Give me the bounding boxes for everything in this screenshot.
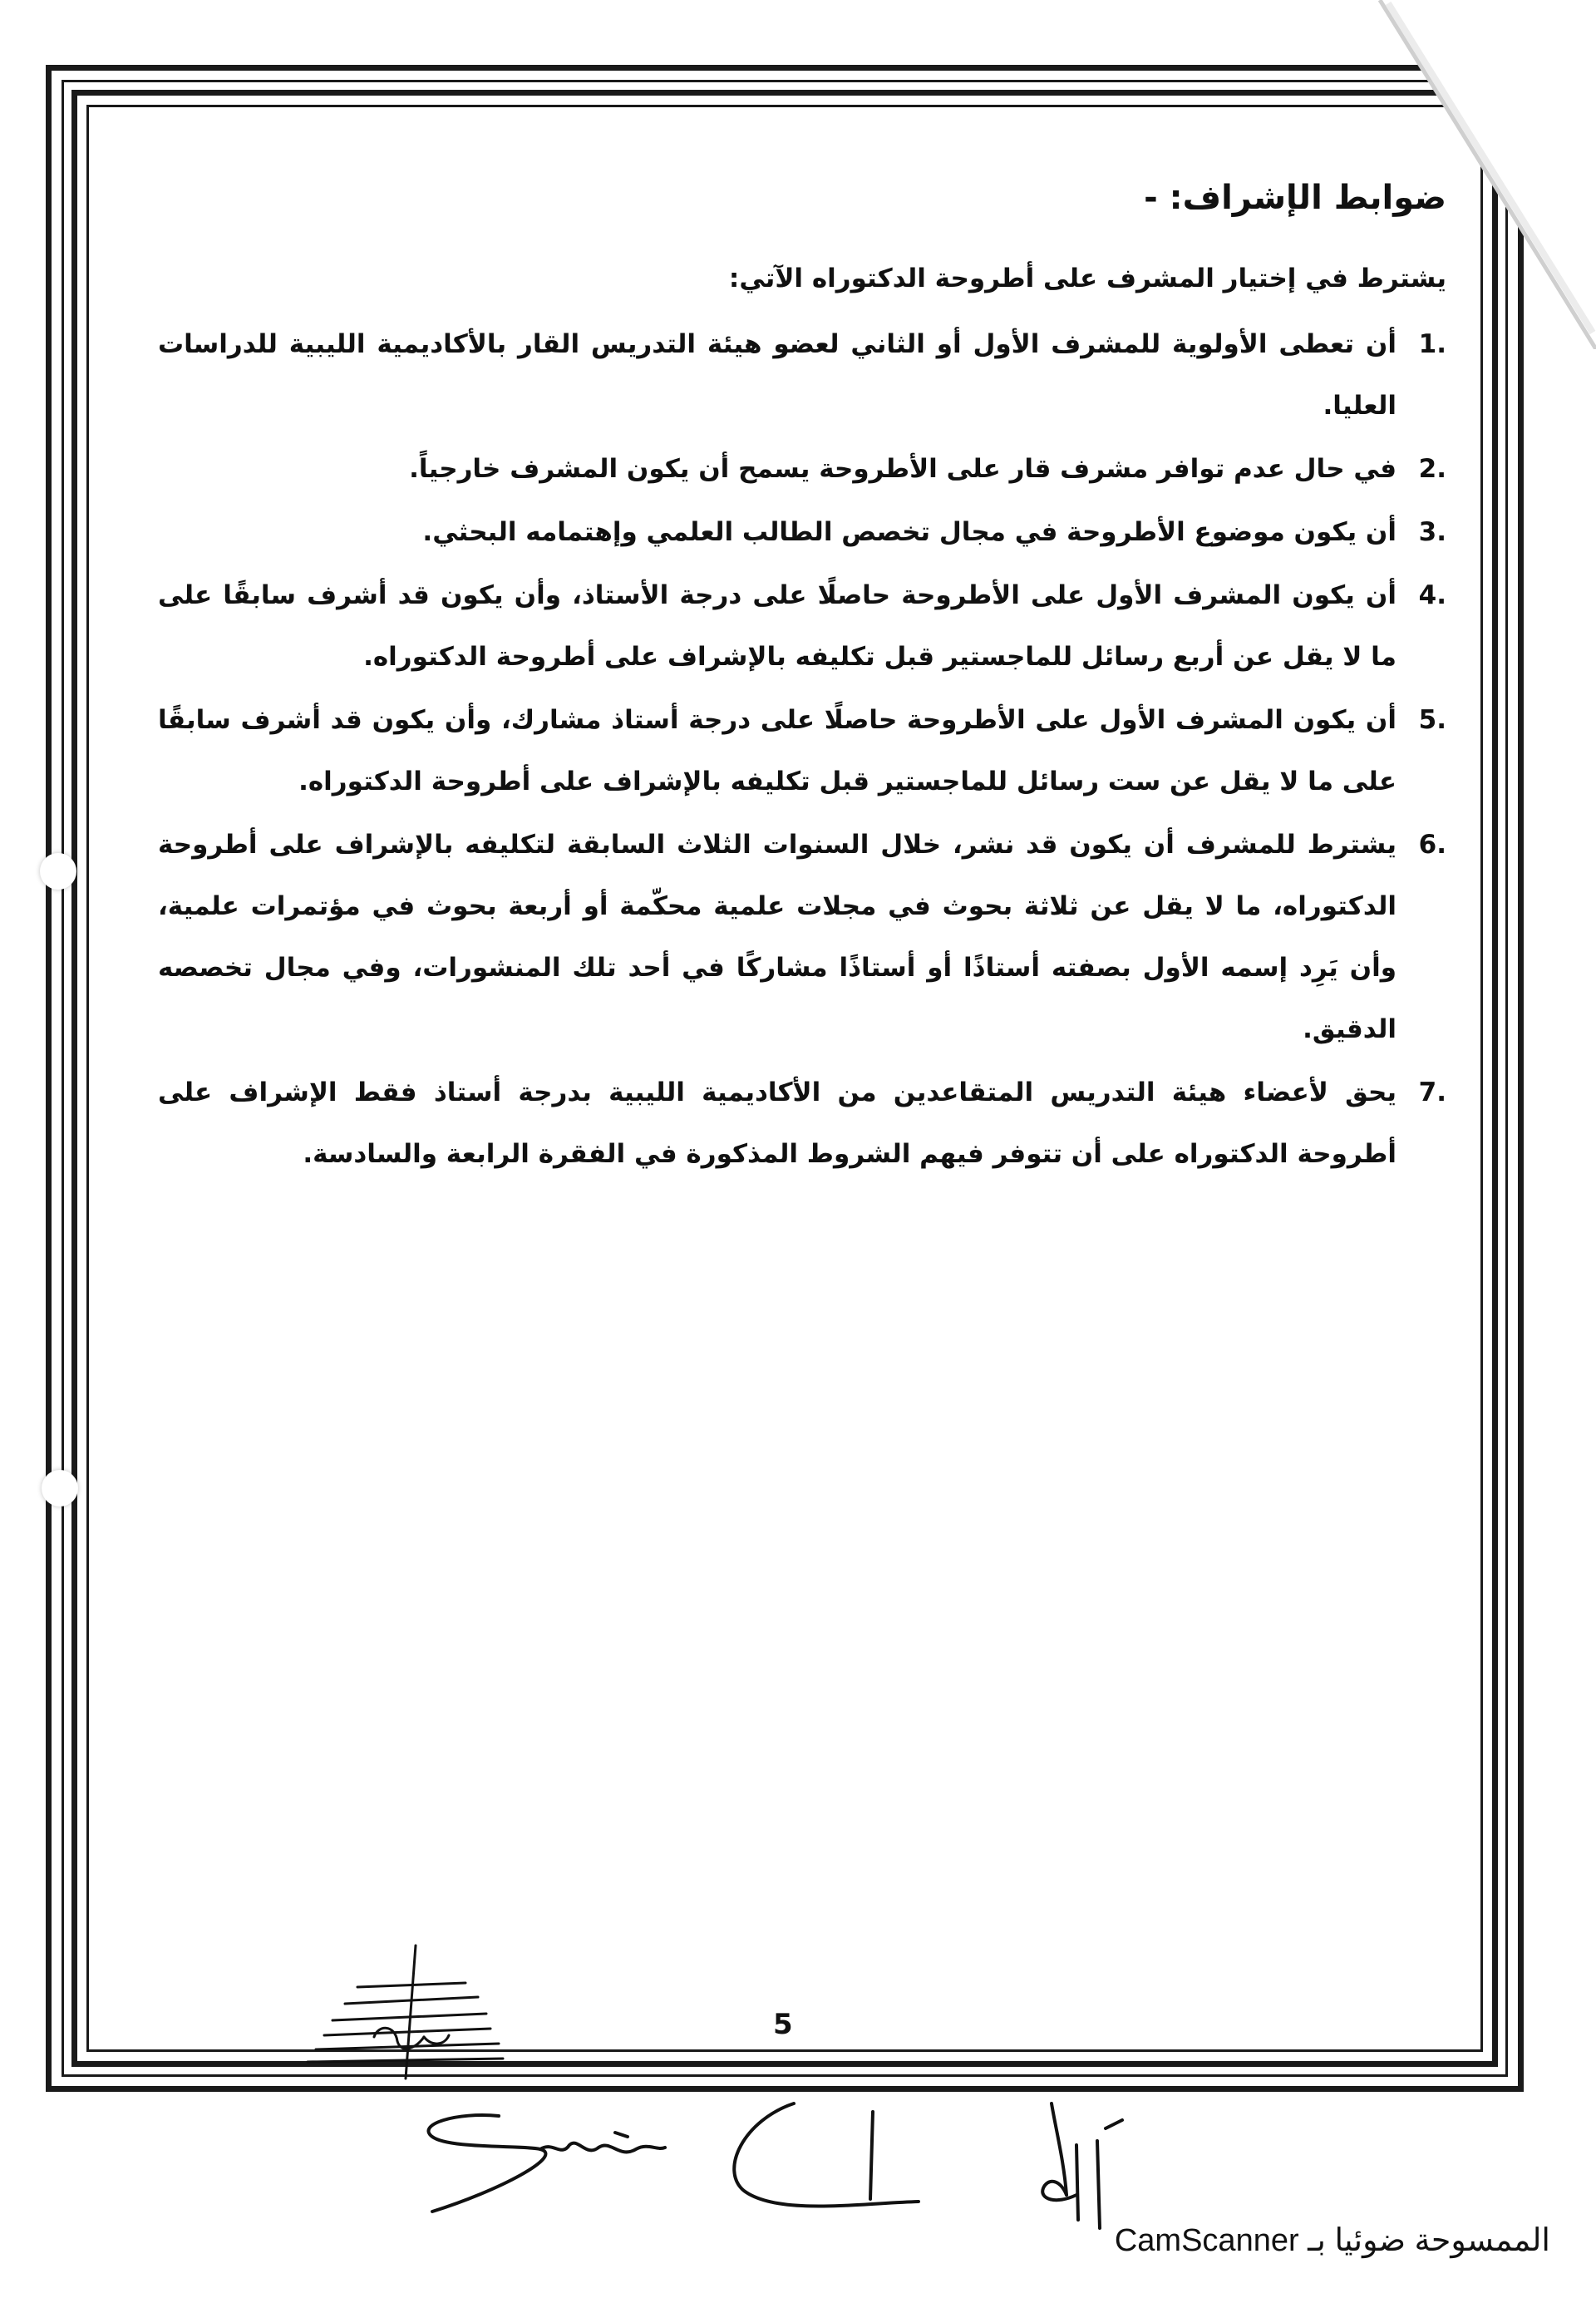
- page-number: 5: [773, 2008, 793, 2041]
- signature-inside-frame: [299, 1937, 515, 2087]
- punch-hole-bottom: [42, 1470, 78, 1507]
- list-item: [158, 501, 1446, 563]
- document-body: [158, 179, 1446, 1186]
- list-item-text: أن يكون موضوع الأطروحة في مجال تخصص الطالب العلمي وإهتمامه البحثي.: [422, 517, 1396, 547]
- list-item: [158, 565, 1446, 688]
- intro-line: يشترط في إختيار المشرف على أطروحة الدكتوراه الآتي:: [728, 264, 1446, 293]
- list-item-number: 1.: [1418, 329, 1446, 359]
- list-item-text: في حال عدم توافر مشرف قار على الأطروحة يسمح أن يكون المشرف خارجياً.: [409, 454, 1396, 484]
- list-item-number: 5.: [1418, 705, 1446, 735]
- list-item: [158, 438, 1446, 500]
- list-item-text: أن يكون المشرف الأول على الأطروحة حاصلًا على درجة الأستاذ، وأن يكون قد أشرف سابقًا على ما لا يقل عن أربع رسائل للماجستير قبل تكليفه بالإشراف على أطروحة الدكتوراه.: [158, 580, 1396, 672]
- signature-bottom-left: [399, 2099, 682, 2224]
- list-item-text: يشترط للمشرف أن يكون قد نشر، خلال السنوات الثلاث السابقة لتكليفه بالإشراف على أطروحة الدكتوراه، ما لا يقل عن ثلاثة بحوث في مجلات علمية محكّمة أو أربعة بحوث في مؤتمرات علمية، وأن يَرِد إسمه الأول بصفته أستاذًا أو أستاذًا مشاركًا في أحد تلك المنشورات، وفي مجال تخصصه الدقيق.: [158, 830, 1396, 1044]
- list-item: [158, 1062, 1446, 1185]
- list-item-number: 7.: [1418, 1078, 1446, 1107]
- conditions-list: [158, 313, 1446, 1185]
- list-item: [158, 689, 1446, 812]
- list-item-text: أن يكون المشرف الأول على الأطروحة حاصلًا على درجة أستاذ مشارك، وأن يكون قد أشرف سابقًا على ما لا يقل عن ست رسائل للماجستير قبل تكليفه بالإشراف على أطروحة الدكتوراه.: [158, 705, 1396, 796]
- list-item-text: يحق لأعضاء هيئة التدريس المتقاعدين من الأكاديمية الليبية بدرجة أستاذ فقط الإشراف على أطروحة الدكتوراه على أن تتوفر فيهم الشروط المذكورة في الفقرة الرابعة والسادسة.: [158, 1078, 1396, 1169]
- scanner-watermark: الممسوحة ضوئيا بـ CamScanner: [1114, 2223, 1550, 2258]
- list-item: [158, 313, 1446, 436]
- list-item: [158, 814, 1446, 1060]
- list-item-number: 6.: [1418, 830, 1446, 860]
- list-item-number: 2.: [1418, 454, 1446, 484]
- list-item-text: أن تعطى الأولوية للمشرف الأول أو الثاني لعضو هيئة التدريس القار بالأكاديمية الليبية للدراسات العليا.: [158, 329, 1396, 421]
- list-item-number: 4.: [1418, 580, 1446, 610]
- punch-hole-top: [40, 853, 76, 890]
- section-heading: ضوابط الإشراف: -: [1144, 179, 1446, 217]
- list-item-number: 3.: [1418, 517, 1446, 547]
- signature-bottom-right: [1018, 2095, 1135, 2236]
- signature-bottom-center: [711, 2095, 960, 2228]
